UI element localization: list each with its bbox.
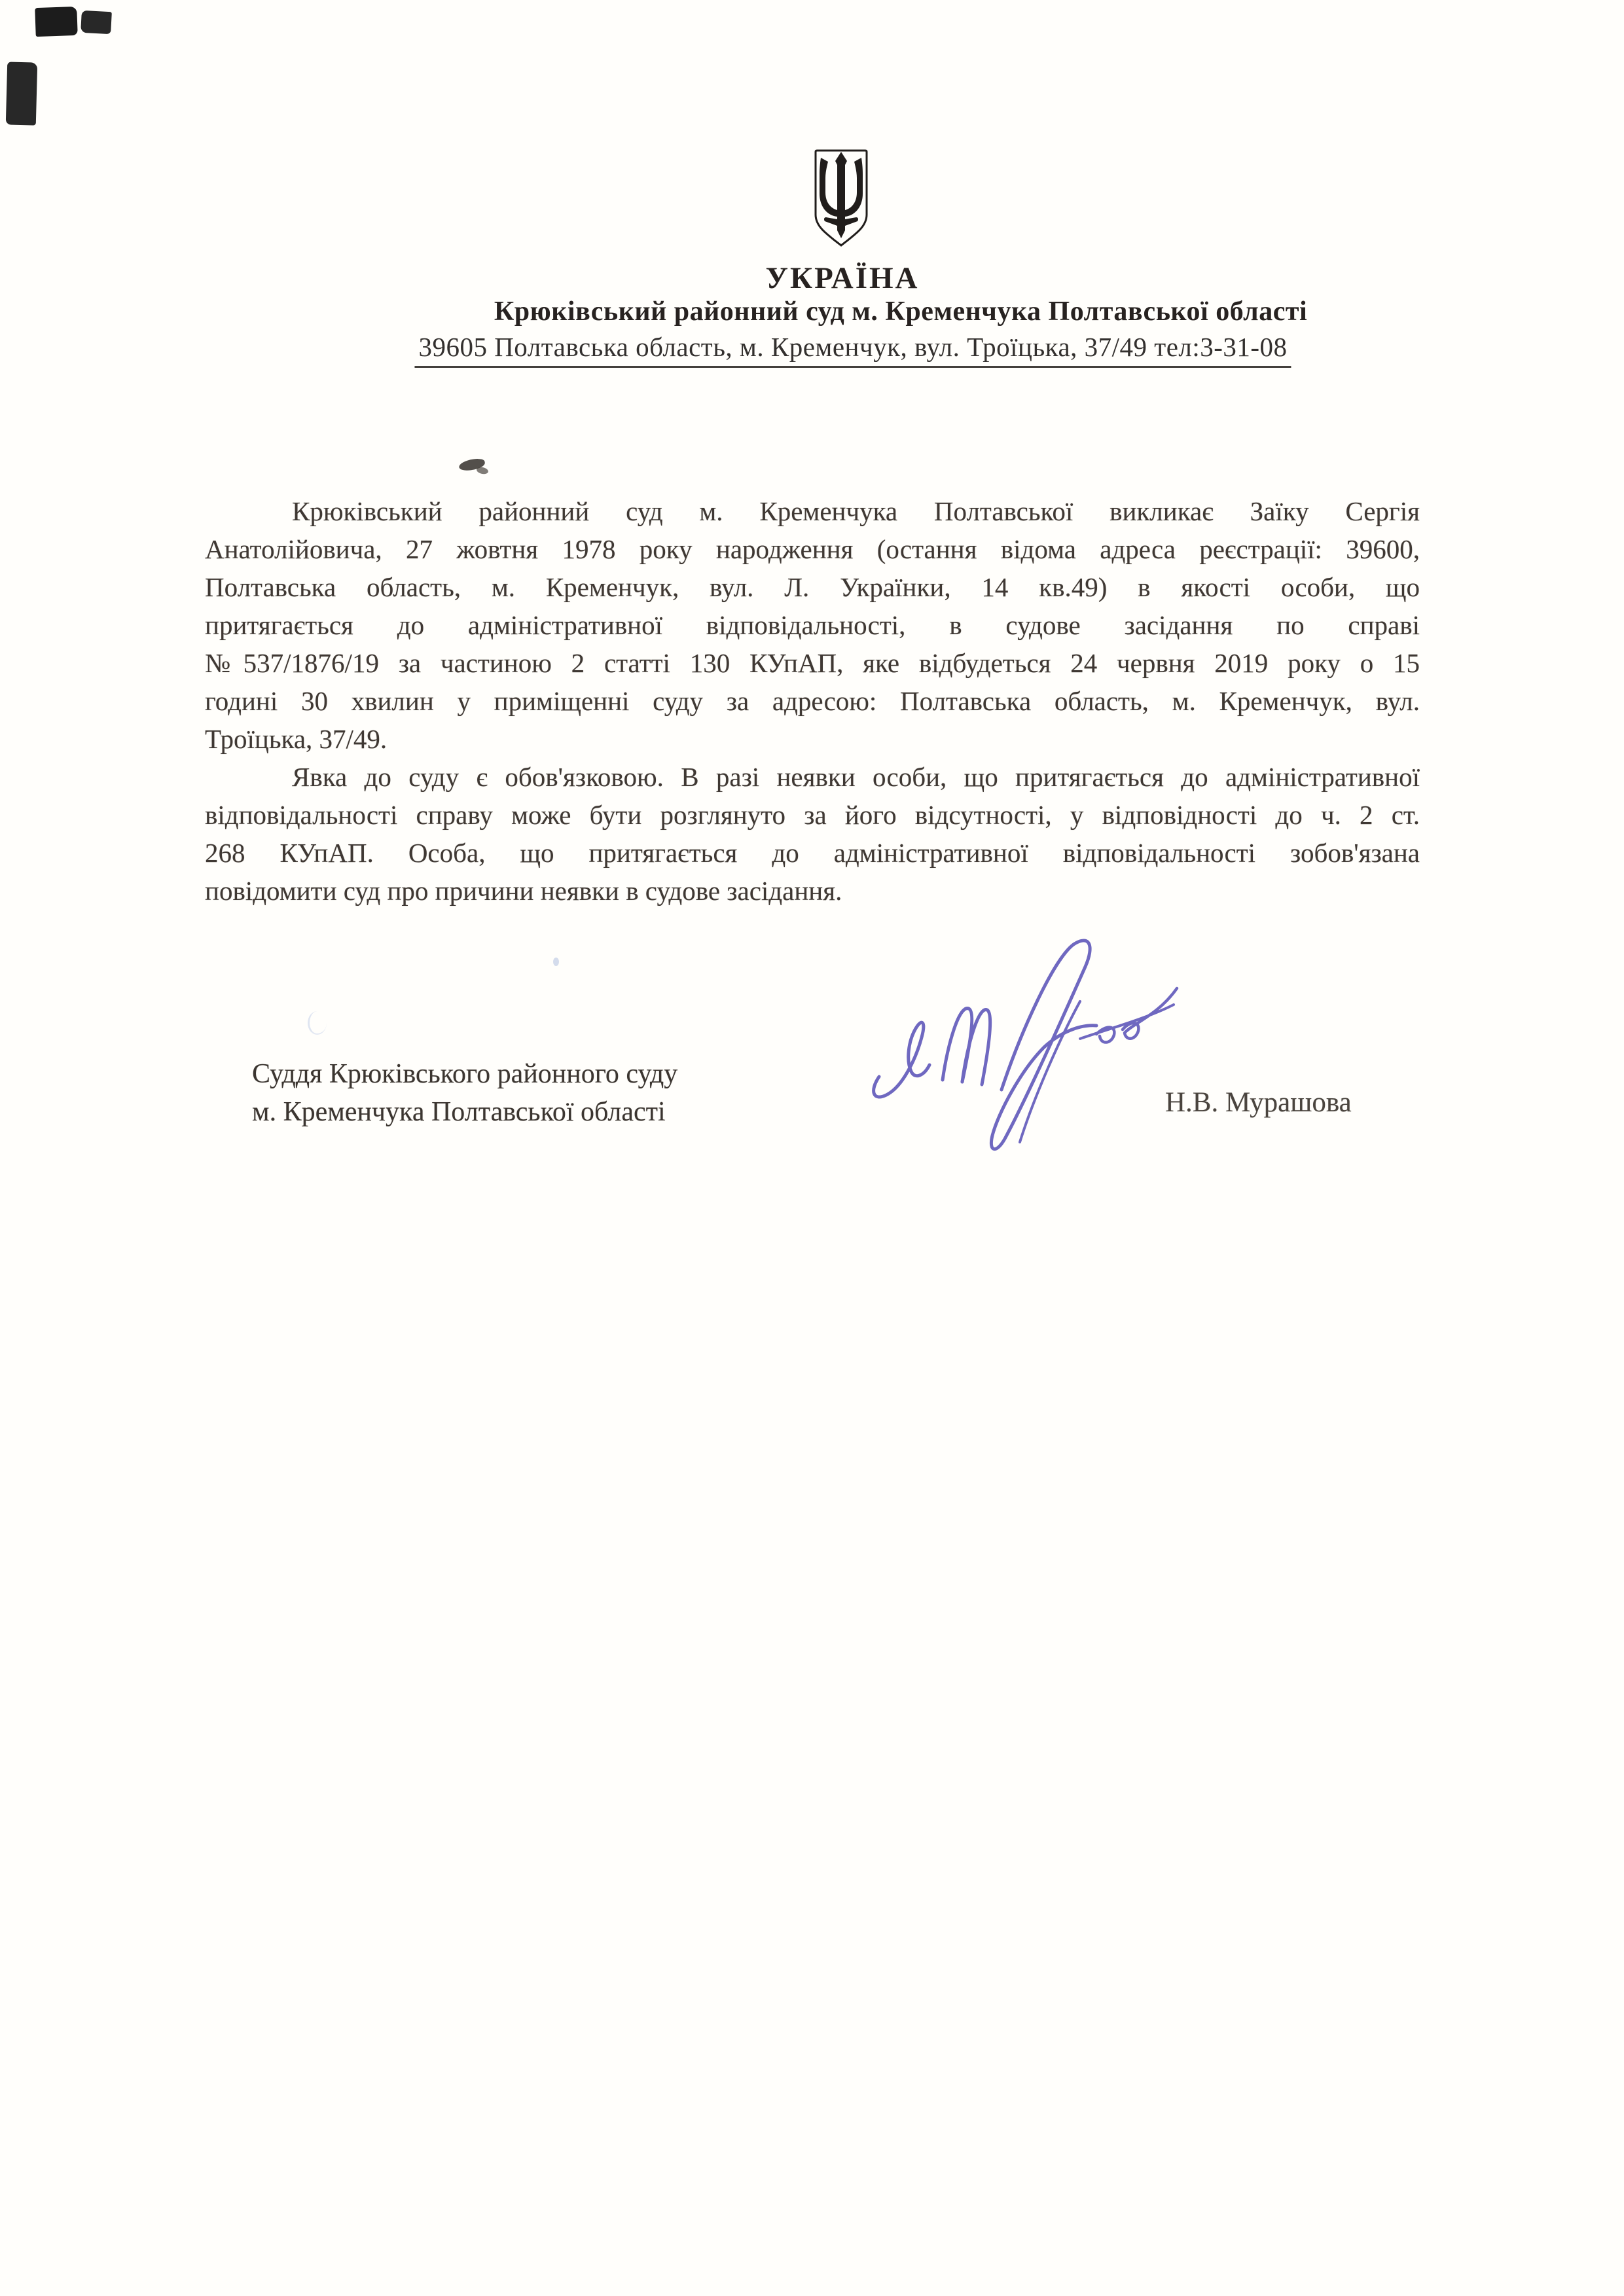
scan-artifact-pen-ghost (308, 1011, 327, 1035)
body-line: Троїцька, 37/49. (205, 724, 388, 754)
body-line: відповідальності справу може бути розглянуто за його відсутності, у відповідності до ч. 2 ст. (205, 800, 1420, 830)
ink-smudge (476, 466, 489, 475)
judge-signature-handwriting (864, 926, 1191, 1162)
scan-artifact-mark (35, 7, 77, 37)
country-title: УКРАЇНА (765, 261, 920, 295)
court-name: Крюківський районний суд м. Кременчука Полтавської області (494, 296, 1308, 327)
judge-title-line: м. Кременчука Полтавської області (252, 1097, 666, 1127)
body-line: Явка до суду є обов'язковою. В разі неявки особи, що притягається до адміністративної (292, 762, 1420, 792)
judge-title-block (252, 1055, 677, 1131)
body-line: №537/1876/19 за частиною 2 статті 130 КУпАП, яке відбудеться 24 червня 2019 року о 15 (205, 648, 1420, 678)
judge-title-line: Суддя Крюківського районного суду (252, 1059, 678, 1089)
judge-name: Н.В. Мурашова (1165, 1087, 1352, 1118)
body-line: повідомити суд про причини неявки в судове засідання. (205, 876, 842, 906)
body-line: годині 30 хвилин у приміщенні суду за адресою: Полтавська область, м. Кременчук, вул. (205, 686, 1420, 716)
ukraine-trident-icon (810, 148, 872, 250)
court-address-line: 39605 Полтавська область, м. Кременчук, вул. Троїцька, 37/49 тел:3-31-08 (414, 331, 1291, 368)
scan-artifact-pen-ghost (553, 958, 559, 966)
body-line: 268 КУпАП. Особа, що притягається до адміністративної відповідальності зобов'язана (205, 838, 1420, 868)
scan-artifact-mark (81, 10, 112, 34)
body-line: Крюківський районний суд м. Кременчука Полтавської викликає Заїку Сергія (292, 496, 1420, 526)
scan-artifact-mark (6, 62, 37, 125)
body-line: Полтавська область, м. Кременчук, вул. Л. Українки, 14 кв.49) в якості особи, що (205, 572, 1420, 602)
body-line: Анатолійовича, 27 жовтня 1978 року народження (остання відома адреса реєстрації: 39600, (205, 534, 1420, 564)
summons-body-text (205, 492, 1420, 910)
body-line: притягається до адміністративної відповідальності, в судове засідання по справі (205, 610, 1420, 640)
